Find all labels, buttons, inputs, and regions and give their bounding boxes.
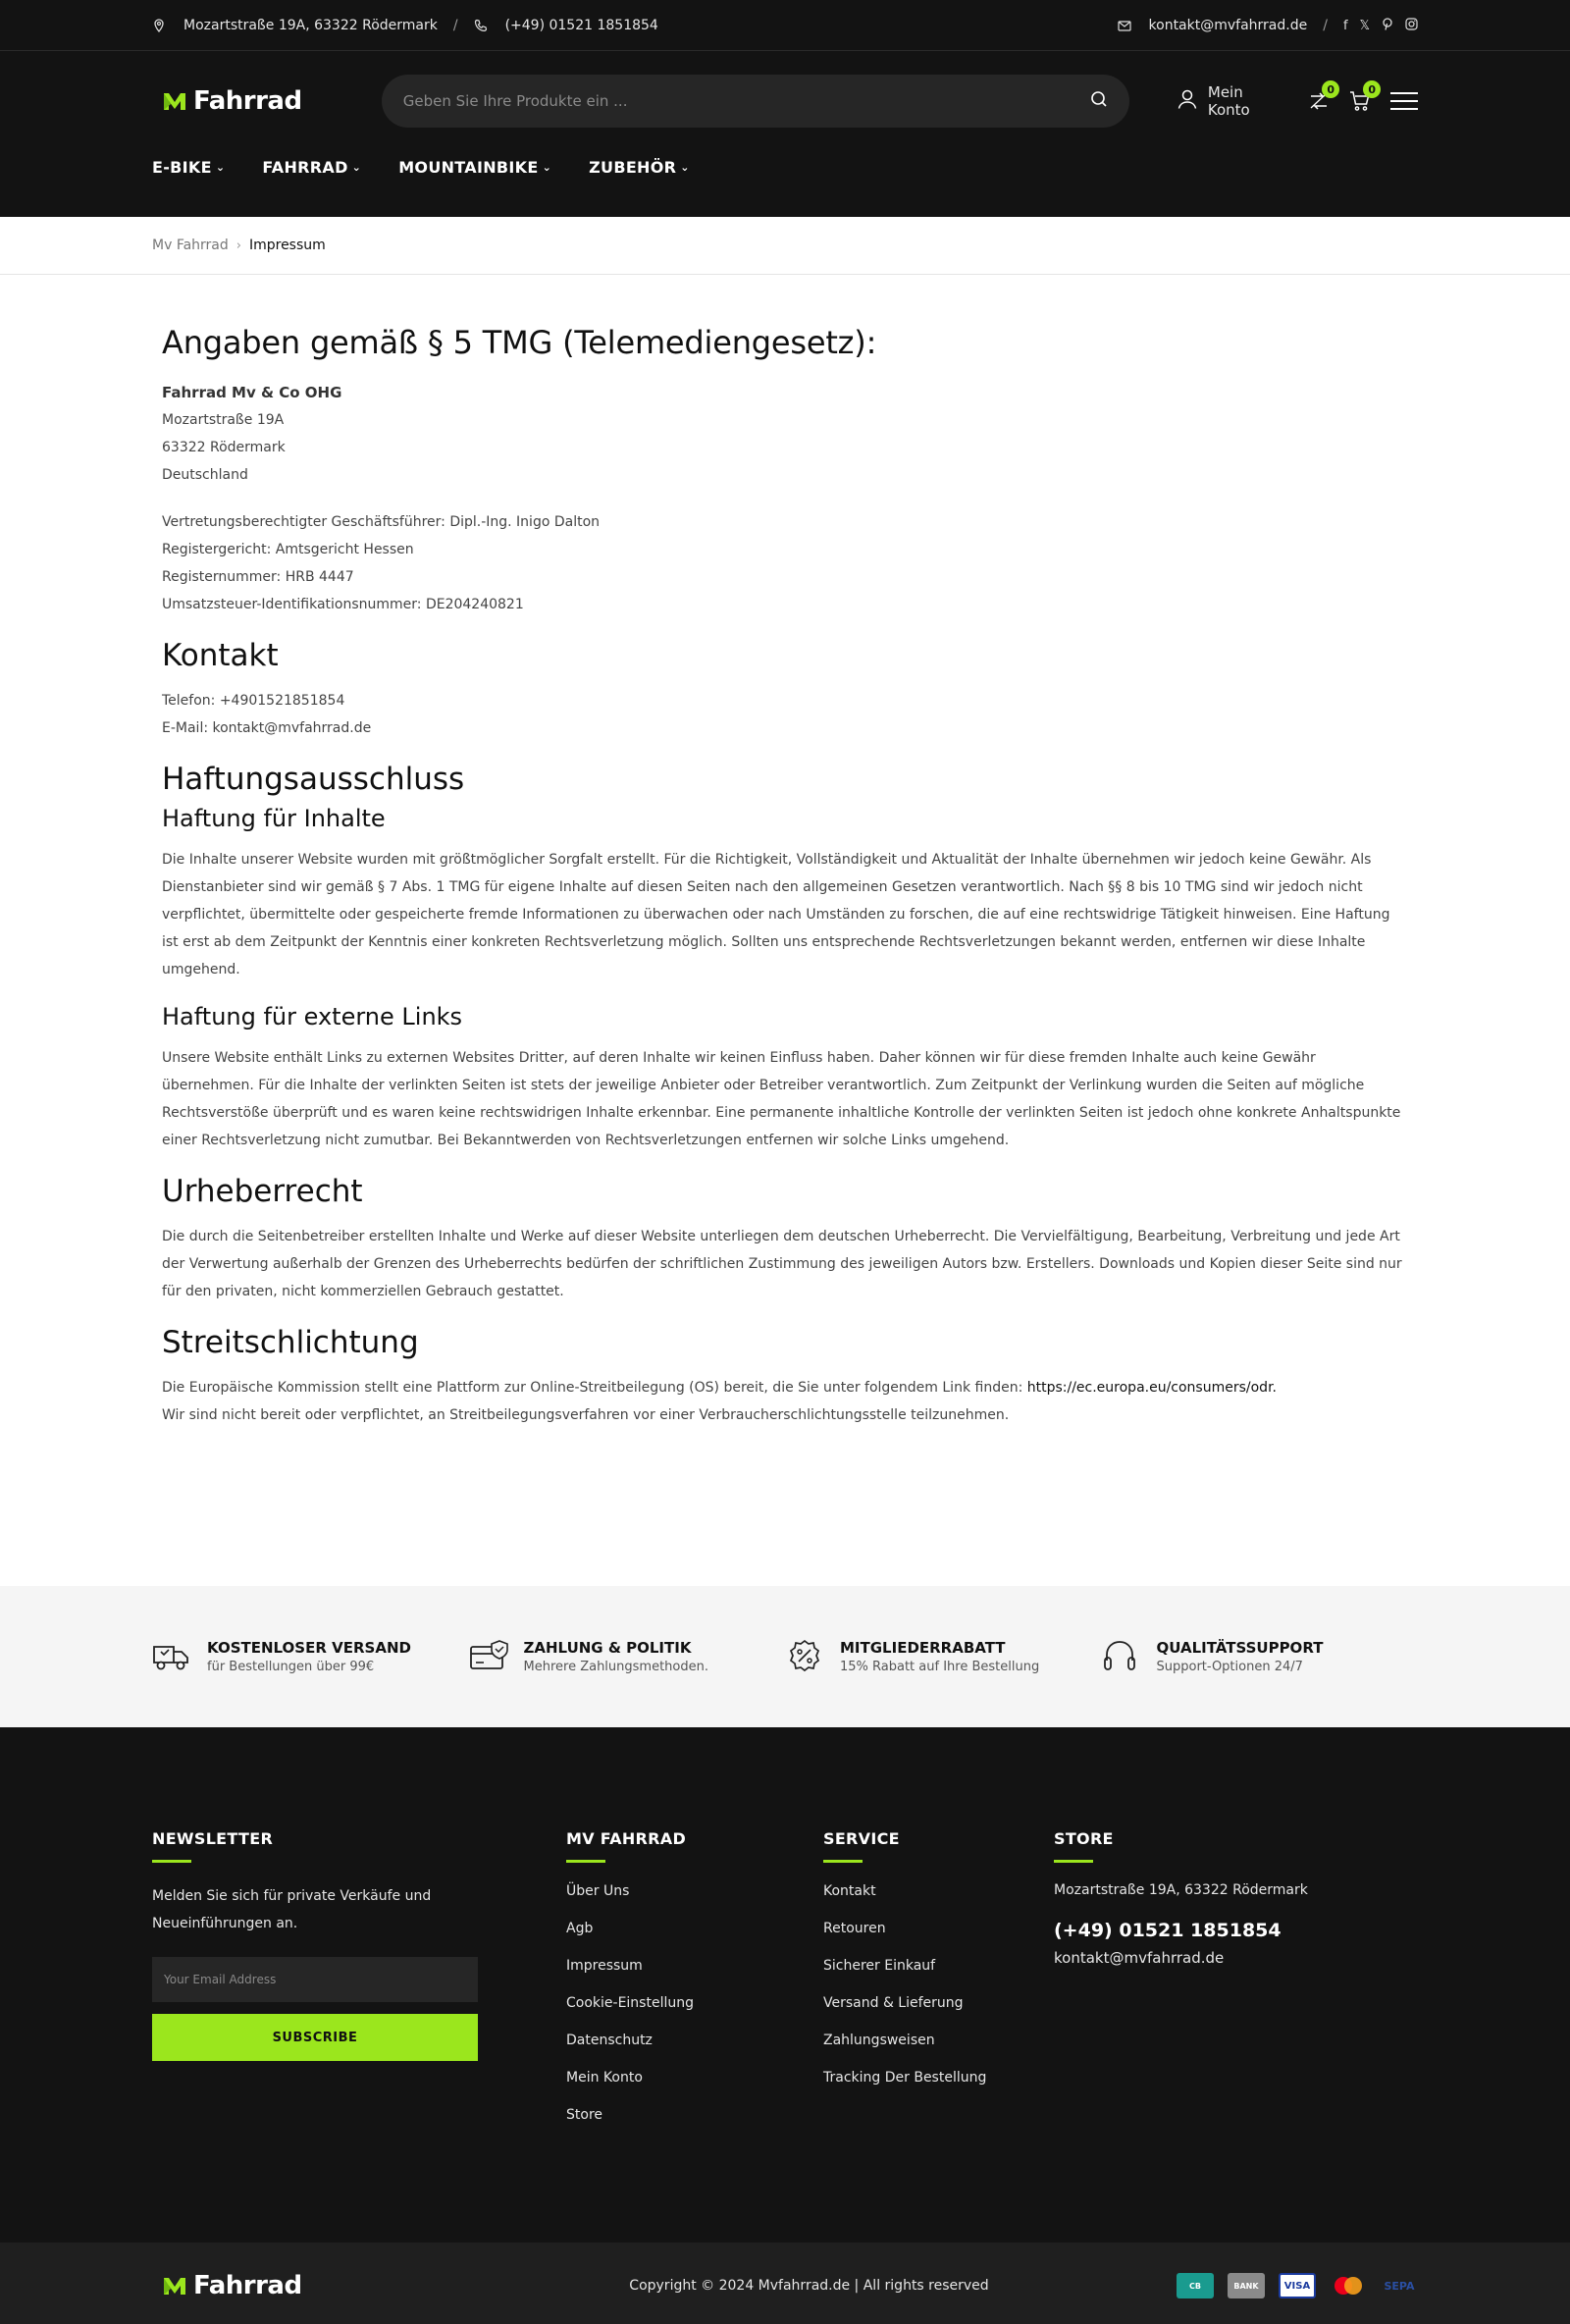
streit-text: Die Europäische Kommission stellt eine Plattform zur Online-Streitbeilegung (OS) bereit, die Sie unter folgendem Link finden: bbox=[162, 1380, 1027, 1396]
payment-methods bbox=[1177, 2273, 1418, 2298]
footer-link-agb[interactable]: Agb bbox=[566, 1921, 594, 1936]
nav-item-mountainbike[interactable] bbox=[398, 158, 551, 177]
topbar-separator-2: / bbox=[1323, 18, 1328, 33]
footer-link-datenschutz[interactable]: Datenschutz bbox=[566, 2033, 653, 2048]
footer-link-cookie[interactable]: Cookie-Einstellung bbox=[566, 1995, 694, 2011]
cb-label: CB bbox=[1189, 2281, 1201, 2291]
feature-subtitle: 15% Rabatt auf Ihre Bestellung bbox=[840, 1660, 1040, 1674]
chevron-down-icon: ⌄ bbox=[542, 161, 552, 174]
user-icon bbox=[1177, 88, 1198, 114]
paragraph-streit-1 bbox=[162, 1374, 1408, 1401]
chevron-down-icon: ⌄ bbox=[351, 161, 362, 174]
feature-title: KOSTENLOSER VERSAND bbox=[207, 1639, 411, 1657]
footer-link-impressum[interactable]: Impressum bbox=[566, 1958, 643, 1974]
breadcrumb-current: Impressum bbox=[248, 238, 326, 253]
company-country: Deutschland bbox=[162, 467, 248, 483]
odr-link[interactable]: https://ec.europa.eu/consumers/odr. bbox=[1026, 1380, 1277, 1396]
mastercard-icon bbox=[1330, 2273, 1367, 2298]
nav-item-label: ZUBEHÖR bbox=[589, 158, 677, 177]
mail-icon bbox=[1118, 19, 1131, 32]
subheading-inhalte: Haftung für Inhalte bbox=[162, 805, 386, 832]
pinterest-icon[interactable] bbox=[1382, 18, 1393, 34]
discount-icon bbox=[785, 1639, 826, 1674]
feature-subtitle: für Bestellungen über 99€ bbox=[207, 1660, 375, 1674]
heading-underline bbox=[566, 1860, 605, 1863]
account-label: Mein Konto bbox=[1207, 83, 1250, 119]
feature-item bbox=[469, 1639, 786, 1674]
instagram-icon[interactable] bbox=[1405, 18, 1418, 34]
logo-mark-icon bbox=[162, 2275, 187, 2297]
contact-email: E-Mail: kontakt@mvfahrrad.de bbox=[162, 720, 372, 736]
feature-item bbox=[152, 1639, 469, 1674]
menu-hamburger-icon[interactable] bbox=[1390, 92, 1418, 110]
footer-link-tracking[interactable]: Tracking Der Bestellung bbox=[823, 2070, 987, 2086]
vat-line: Umsatzsteuer-Identifikationsnummer: DE204240821 bbox=[162, 597, 524, 612]
visa-icon bbox=[1279, 2273, 1316, 2298]
page-title: Angaben gemäß § 5 TMG (Telemediengesetz): bbox=[162, 324, 877, 361]
topbar-address: Mozartstraße 19A, 63322 Rödermark bbox=[183, 18, 438, 33]
chevron-down-icon: ⌄ bbox=[215, 161, 226, 174]
logo-mark-icon bbox=[162, 90, 187, 112]
subheading-links: Haftung für externe Links bbox=[162, 1003, 463, 1030]
compare-count-badge: 0 bbox=[1322, 80, 1339, 98]
copyright-text: Copyright © 2024 Mvfahrrad.de | All rights reserved bbox=[629, 2278, 989, 2294]
topbar-phone[interactable]: (+49) 01521 1851854 bbox=[504, 18, 658, 33]
search-input[interactable] bbox=[403, 92, 1071, 110]
footer-heading: NEWSLETTER bbox=[152, 1829, 274, 1848]
nav-item-e-bike[interactable] bbox=[152, 158, 225, 177]
header bbox=[0, 51, 1570, 217]
logo-text: Fahrrad bbox=[193, 86, 302, 116]
breadcrumb-home[interactable]: Mv Fahrrad bbox=[152, 238, 229, 253]
section-heading-kontakt: Kontakt bbox=[162, 638, 279, 673]
main-nav bbox=[152, 151, 1418, 217]
nav-item-fahrrad[interactable] bbox=[262, 158, 361, 177]
facebook-icon[interactable]: f bbox=[1342, 18, 1348, 33]
heading-underline bbox=[152, 1860, 191, 1863]
footer-link-mein-konto[interactable]: Mein Konto bbox=[566, 2070, 643, 2086]
store-email[interactable]: kontakt@mvfahrrad.de bbox=[1054, 1949, 1225, 1967]
chevron-down-icon: ⌄ bbox=[680, 161, 690, 174]
site-logo[interactable] bbox=[152, 86, 382, 116]
footer-link-retouren[interactable]: Retouren bbox=[823, 1921, 886, 1936]
phone-icon bbox=[474, 19, 488, 32]
paragraph-links: Unsere Website enthält Links zu externen Websites Dritter, auf deren Inhalte wir keinen Einfluss haben. Daher können wir für diese fremden Inhalte auch keine Gewähr übernehmen. Für die Inhalte der verlinkten Seiten ist stets der jeweilige Anbieter oder Betreiber verantwortlich. Zum Zeitpunkt der Verlinkung wurden die Seiten auf mögliche Rechtsverstöße überprüft und es waren keine rechtswidrigen Inhalte erkennbar. Eine permanente inhaltliche Kontrolle der verlinkten Seiten ist jedoch ohne konkrete Anhaltspunkte einer Rechtsverletzung nicht zumutbar. Bei Bekanntwerden von Rechtsverletzungen entfernen wir solche Links umgehend. bbox=[162, 1050, 1401, 1148]
compare-button[interactable] bbox=[1308, 82, 1335, 112]
footer-logo[interactable] bbox=[152, 2271, 383, 2300]
search-bar[interactable] bbox=[382, 75, 1129, 128]
footer-link-versand[interactable]: Versand & Lieferung bbox=[823, 1995, 964, 2011]
truck-icon bbox=[152, 1639, 193, 1674]
footer-heading: STORE bbox=[1054, 1829, 1114, 1848]
store-address: Mozartstraße 19A, 63322 Rödermark bbox=[1054, 1882, 1308, 1898]
footer-heading: SERVICE bbox=[823, 1829, 900, 1848]
section-heading-streitschlichtung: Streitschlichtung bbox=[162, 1325, 419, 1360]
paragraph-inhalte: Die Inhalte unserer Website wurden mit größtmöglicher Sorgfalt erstellt. Für die Richtigkeit, Vollständigkeit und Aktualität der Inhalte übernehmen wir jedoch keine Gewähr. Als Dienstanbieter sind wir gemäß § 7 Abs. 1 TMG für eigene Inhalte auf diesen Seiten nach den allgemeinen Gesetzen verantwortlich. Nach §§ 8 bis 10 TMG sind wir jedoch nicht verpflichtet, übermittelte oder gespeicherte fremde Informationen zu überwachen oder nach Umständen zu forschen, die auf eine rechtswidrige Tätigkeit hinweisen. Eine Haftung ist erst ab dem Zeitpunkt der Kenntnis einer konkreten Rechtsverletzung möglich. Sollten uns entsprechende Rechtsverletzungen bekannt werden, entfernen wir diese Inhalte umgehend. bbox=[162, 852, 1390, 977]
headset-icon bbox=[1102, 1639, 1143, 1674]
company-street: Mozartstraße 19A bbox=[162, 412, 285, 428]
logo-text: Fahrrad bbox=[193, 2271, 302, 2300]
nav-item-label: E-BIKE bbox=[152, 158, 212, 177]
company-city: 63322 Rödermark bbox=[162, 440, 286, 455]
cb-icon bbox=[1177, 2273, 1214, 2298]
features-strip bbox=[0, 1586, 1570, 1727]
card-icon bbox=[469, 1639, 510, 1674]
paragraph-urheberrecht: Die durch die Seitenbetreiber erstellten Inhalte und Werke auf dieser Website unterliegen dem deutschen Urheberrecht. Die Vervielfältigung, Bearbeitung, Verbreitung und jede Art der Verwertung außerhalb der Grenzen des Urheberrechts bedürfen der schriftlichen Zustimmung des jeweiligen Autors bzw. Erstellers. Downloads und Kopien dieser Seite sind nur für den privaten, nicht kommerziellen Gebrauch gestattet. bbox=[162, 1229, 1402, 1299]
footer-link-kontakt[interactable]: Kontakt bbox=[823, 1883, 876, 1899]
nav-item-label: MOUNTAINBIKE bbox=[398, 158, 539, 177]
section-heading-urheberrecht: Urheberrecht bbox=[162, 1174, 363, 1209]
bank-transfer-label: BANK bbox=[1233, 2281, 1259, 2291]
x-icon[interactable]: 𝕏 bbox=[1359, 18, 1370, 33]
location-icon bbox=[152, 19, 166, 32]
feature-title: MITGLIEDERRABATT bbox=[840, 1639, 1006, 1657]
impressum-content bbox=[0, 275, 1570, 1586]
footer-link-sicherer-einkauf[interactable]: Sicherer Einkauf bbox=[823, 1958, 936, 1974]
footer-newsletter bbox=[152, 1829, 566, 2143]
feature-subtitle: Support-Optionen 24/7 bbox=[1156, 1660, 1303, 1674]
nav-item-label: FAHRRAD bbox=[262, 158, 348, 177]
heading-underline bbox=[823, 1860, 863, 1863]
sepa-label: SEPA bbox=[1384, 2279, 1415, 2293]
footer-heading: MV FAHRRAD bbox=[566, 1829, 687, 1848]
cart-button[interactable] bbox=[1349, 82, 1377, 112]
chevron-right-icon: › bbox=[236, 238, 241, 253]
section-heading-haftung: Haftungsausschluss bbox=[162, 762, 465, 797]
feature-title: QUALITÄTSSUPPORT bbox=[1156, 1639, 1324, 1657]
topbar-separator: / bbox=[452, 18, 458, 33]
company-name: Fahrrad Mv & Co OHG bbox=[162, 384, 342, 401]
search-icon[interactable] bbox=[1090, 90, 1108, 112]
feature-subtitle: Mehrere Zahlungsmethoden. bbox=[523, 1660, 708, 1674]
subscribe-button[interactable]: SUBSCRIBE bbox=[152, 2014, 478, 2061]
bank-transfer-icon bbox=[1228, 2273, 1265, 2298]
bottom-bar bbox=[0, 2243, 1570, 2324]
footer bbox=[0, 1727, 1570, 2243]
topbar-email[interactable]: kontakt@mvfahrrad.de bbox=[1148, 18, 1308, 33]
newsletter-text: Melden Sie sich für private Verkäufe und Neueinführungen an. bbox=[152, 1888, 432, 1931]
court-line: Registergericht: Amtsgericht Hessen bbox=[162, 542, 414, 557]
paragraph-streit-2: Wir sind nicht bereit oder verpflichtet, an Streitbeilegungsverfahren vor einer Verbraucherschlichtungsstelle teilzunehmen. bbox=[162, 1407, 1010, 1423]
contact-phone: Telefon: +4901521851854 bbox=[162, 693, 345, 709]
manager-line: Vertretungsberechtigter Geschäftsführer: Dipl.-Ing. Inigo Dalton bbox=[162, 514, 601, 530]
top-bar bbox=[0, 0, 1570, 51]
nav-item-zubehoer[interactable] bbox=[589, 158, 690, 177]
store-phone[interactable]: (+49) 01521 1851854 bbox=[1054, 1920, 1282, 1941]
footer-link-store[interactable]: Store bbox=[566, 2107, 603, 2123]
newsletter-email-input[interactable] bbox=[152, 1957, 478, 2002]
feature-item bbox=[785, 1639, 1102, 1674]
heading-underline bbox=[1054, 1860, 1093, 1863]
footer-store bbox=[1054, 1829, 1348, 2143]
cart-count-badge: 0 bbox=[1363, 80, 1381, 98]
visa-label: VISA bbox=[1283, 2280, 1311, 2292]
regnum-line: Registernummer: HRB 4447 bbox=[162, 569, 354, 585]
account-link[interactable] bbox=[1177, 83, 1288, 119]
footer-mv-fahrrad bbox=[566, 1829, 823, 2143]
feature-item bbox=[1102, 1639, 1419, 1674]
footer-link-zahlungsweisen[interactable]: Zahlungsweisen bbox=[823, 2033, 935, 2048]
sepa-icon bbox=[1381, 2273, 1418, 2298]
breadcrumb bbox=[0, 217, 1570, 275]
footer-link-ueber-uns[interactable]: Über Uns bbox=[566, 1883, 630, 1899]
feature-title: ZAHLUNG & POLITIK bbox=[523, 1639, 692, 1657]
footer-service bbox=[823, 1829, 1054, 2143]
